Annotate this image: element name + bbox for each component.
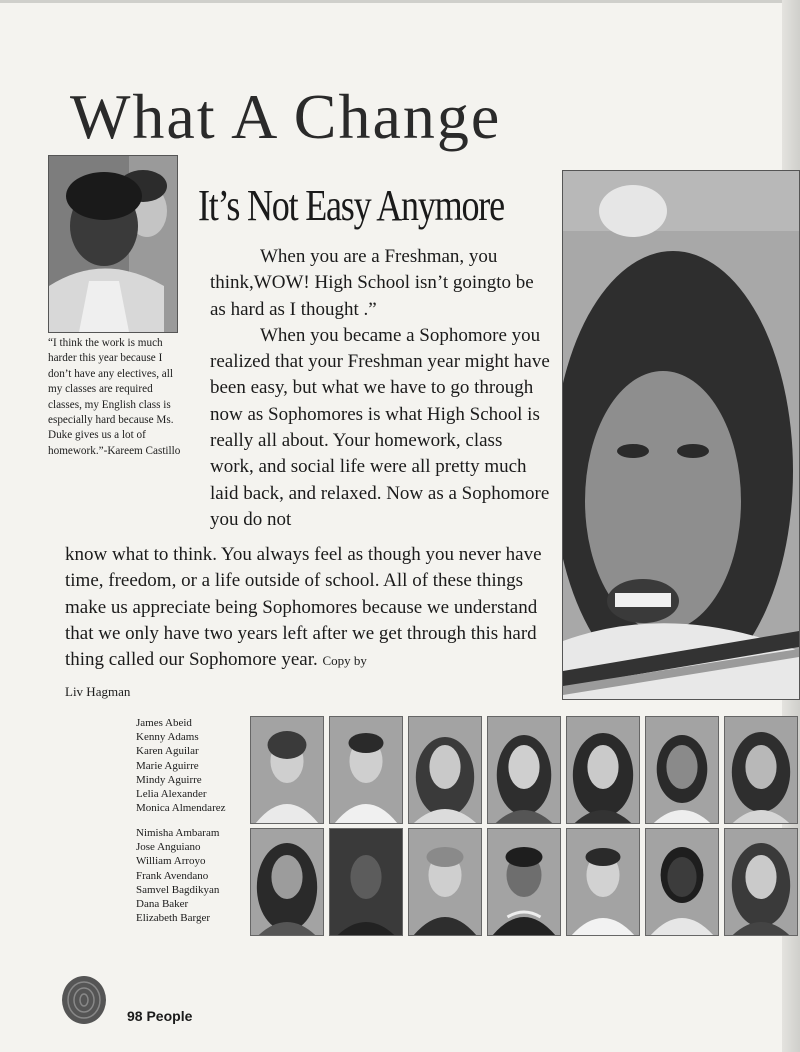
student-photo-small bbox=[48, 155, 178, 333]
name-entry: Marie Aguirre bbox=[136, 759, 199, 772]
article-headline: It’s Not Easy Anymore bbox=[198, 181, 504, 230]
page-title: What A Change bbox=[70, 81, 502, 152]
name-entry: James Abeid bbox=[136, 717, 192, 729]
thumbprint-mark bbox=[58, 968, 116, 1026]
name-entry: Elizabeth Barger bbox=[136, 912, 211, 925]
student-portrait bbox=[724, 716, 798, 824]
name-entry: Monica Almendarez bbox=[136, 802, 226, 815]
student-portrait bbox=[645, 716, 719, 824]
student-portrait bbox=[487, 716, 561, 824]
student-quote: “I think the work is much harder this year because I don’t have any electives, all my classes are required classes, my English class is especially hard because Ms. Duke gives us a lot of homework.”-Kareem Castillo bbox=[48, 337, 181, 457]
credit-prefix: Copy by bbox=[322, 653, 367, 669]
credit-author: Liv Hagman bbox=[65, 684, 131, 699]
student-portrait bbox=[329, 828, 403, 936]
student-photo-large bbox=[562, 170, 800, 700]
student-portrait bbox=[566, 828, 640, 936]
student-portrait bbox=[329, 716, 403, 824]
name-entry: Dana Baker bbox=[136, 898, 189, 911]
student-portrait bbox=[645, 828, 719, 936]
name-list-row-1 bbox=[136, 716, 226, 815]
article-paragraph-2-continued: know what to think. You always feel as though you never have time, freedom, or a life outside of school. All of these things make us appreciate being Sophomores because we understand that we only have two years left after we get through this hard thing called our Sophomore year. bbox=[65, 544, 542, 671]
name-entry: Frank Avendano bbox=[136, 869, 209, 882]
page-top-edge bbox=[0, 0, 800, 3]
name-entry: Jose Anguiano bbox=[136, 841, 201, 854]
article-paragraph-1: When you are a Freshman, you think,WOW! High School isn’t goingto be as hard as I thought .” bbox=[210, 246, 534, 320]
student-portrait bbox=[724, 828, 798, 936]
student-portrait bbox=[250, 828, 324, 936]
name-entry: Karen Aguilar bbox=[136, 745, 199, 758]
name-entry: Nimisha Ambaram bbox=[136, 827, 220, 839]
name-entry: Samvel Bagdikyan bbox=[136, 883, 220, 896]
name-entry: William Arroyo bbox=[136, 855, 206, 868]
portrait-grid-row-2 bbox=[250, 828, 796, 936]
student-portrait bbox=[408, 716, 482, 824]
article-paragraph-2: When you became a Sophomore you realized that your Freshman year might have been easy, but what we have to go through now as Sophomores is what High School is really all about. Your homework, class work, and social life were all pretty much laid back, and relaxed. Now as a Sophomore you do not bbox=[210, 324, 550, 530]
portrait-grid-row-1 bbox=[250, 716, 796, 824]
student-portrait bbox=[408, 828, 482, 936]
student-portrait bbox=[250, 716, 324, 824]
name-entry: Mindy Aguirre bbox=[136, 773, 202, 786]
article-body-column bbox=[210, 244, 550, 533]
article-body-wide bbox=[65, 542, 555, 674]
student-portrait bbox=[566, 716, 640, 824]
page-number-label: 98 People bbox=[127, 1008, 193, 1024]
name-entry: Lelia Alexander bbox=[136, 788, 207, 801]
name-entry: Kenny Adams bbox=[136, 731, 199, 744]
name-list-row-2 bbox=[136, 826, 219, 925]
student-portrait bbox=[487, 828, 561, 936]
